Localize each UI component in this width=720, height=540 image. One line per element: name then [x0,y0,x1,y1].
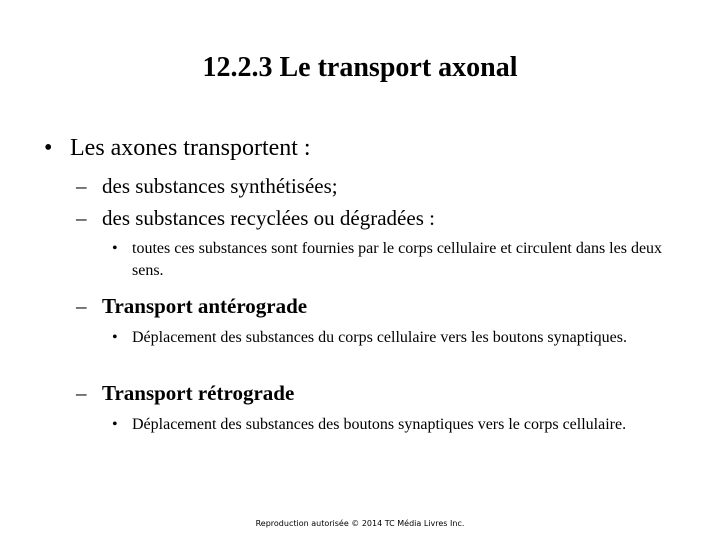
bullet-marker: • [112,329,118,346]
bullet-marker: • [112,416,118,433]
sub-item-synthesized [76,172,338,200]
main-bullet [44,132,311,164]
slide-title: 12.2.3 Le transport axonal [202,52,518,83]
detail-item-retrograde [112,414,682,436]
sub-item-text: Transport rétrograde [102,381,295,405]
main-bullet-text: Les axones transportent : [70,135,311,161]
sub-item-recycled [76,204,435,232]
sub-item-text: des substances synthétisées; [102,174,338,198]
bullet-marker: • [44,135,53,161]
detail-item-text: Déplacement des substances des boutons synaptiques vers le corps cellulaire. [132,416,627,433]
copyright-footer: Reproduction autorisée © 2014 TC Média Livres Inc. [255,519,465,528]
detail-item-text: Déplacement des substances du corps cellulaire vers les boutons synaptiques. [132,329,627,346]
sub-item-text: des substances recyclées ou dégradées : [102,206,435,230]
sub-item-text: Transport antérograde [102,294,308,318]
bullet-marker: • [112,240,118,257]
sub-item-anterograde [76,292,307,320]
sub-item-retrograde [76,379,294,407]
dash-marker: – [76,174,87,198]
dash-marker: – [76,294,87,318]
detail-item-both-directions [112,238,682,282]
dash-marker: – [76,206,87,230]
detail-item-text: toutes ces substances sont fournies par le corps cellulaire et circulent dans les deux sens. [132,240,663,279]
detail-item-anterograde [112,327,682,349]
dash-marker: – [76,381,87,405]
